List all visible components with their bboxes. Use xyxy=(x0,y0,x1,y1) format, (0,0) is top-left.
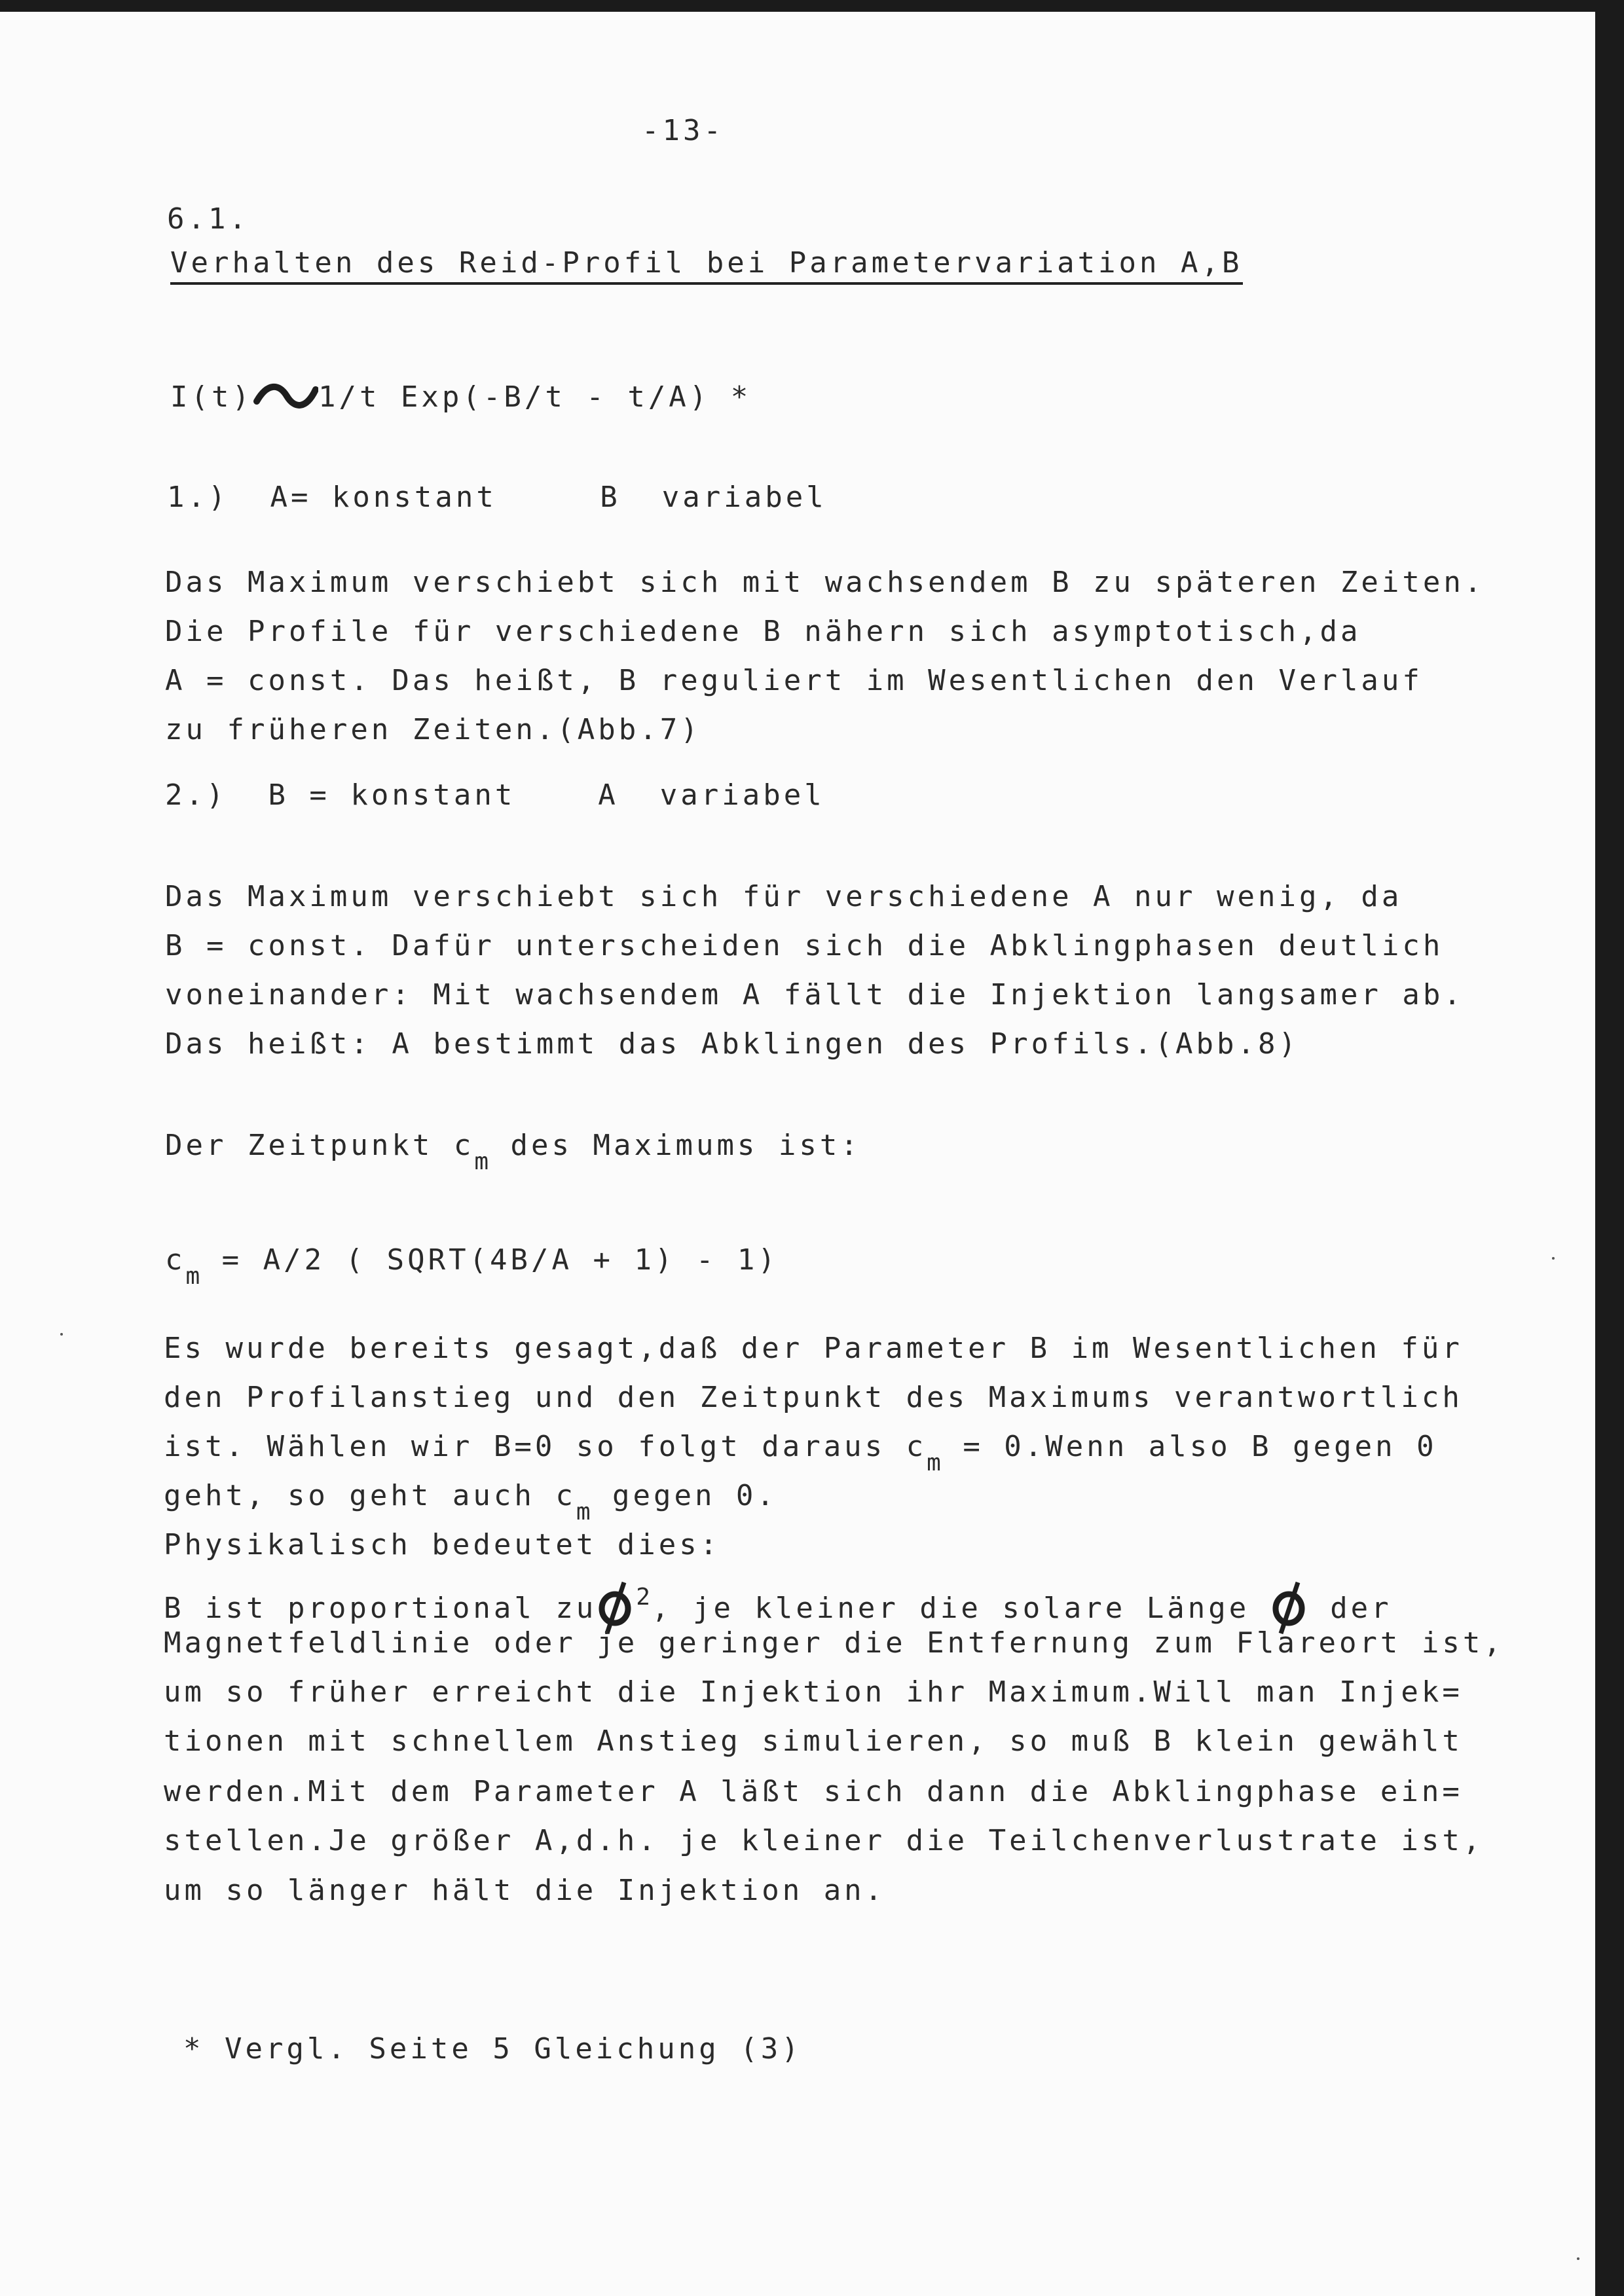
discussion-line-8: um so früher erreicht die Injektion ihr Maximum.Will man Injek= xyxy=(164,1675,1463,1709)
case2-line-4: Das heißt: A bestimmt das Abklingen des Profils.(Abb.8) xyxy=(165,1027,1299,1061)
discussion-line-3 xyxy=(164,1430,1437,1476)
discussion-line-12: um so länger hält die Injektion an. xyxy=(164,1874,886,1907)
section-number: 6.1. xyxy=(167,202,249,236)
section-title-text: Verhalten des Reid-Profil bei Parametervariation A,B xyxy=(170,246,1243,285)
case2-line-3: voneinander: Mit wachsendem A fällt die Injektion langsamer ab. xyxy=(165,978,1464,1011)
discussion-line-4 xyxy=(164,1479,777,1525)
discussion-line-3-post: = 0.Wenn also B gegen 0 xyxy=(942,1430,1437,1463)
discussion-line-6-post: der xyxy=(1309,1592,1392,1625)
maximum-intro-sub: m xyxy=(474,1148,490,1175)
page-number: -13- xyxy=(642,114,724,147)
case1-heading: 1.) A= konstant B variabel xyxy=(167,481,827,514)
case2-line-1: Das Maximum verschiebt sich für verschiedene A nur wenig, da xyxy=(165,880,1403,913)
scan-speck xyxy=(1552,1257,1555,1260)
discussion-line-6-sup: 2 xyxy=(636,1584,652,1611)
discussion-line-5: Physikalisch bedeutet dies: xyxy=(164,1528,721,1561)
discussion-line-6-mid: , je kleiner die solare Länge xyxy=(651,1592,1270,1625)
scan-border-right xyxy=(1595,0,1624,2296)
maximum-intro-pre: Der Zeitpunkt c xyxy=(165,1129,475,1162)
maximum-intro-post: des Maximums ist: xyxy=(490,1129,861,1162)
discussion-line-4-sub: m xyxy=(576,1499,592,1525)
discussion-line-3-pre: ist. Wählen wir B=0 so folgt daraus c xyxy=(164,1430,927,1463)
case1-line-4: zu früheren Zeiten.(Abb.7) xyxy=(165,713,701,746)
equation-sub: m xyxy=(185,1263,202,1290)
scan-speck xyxy=(1577,2257,1579,2260)
footnote: * Vergl. Seite 5 Gleichung (3) xyxy=(183,2032,802,2066)
formula-lhs: I(t) xyxy=(170,380,253,414)
discussion-line-11: stellen.Je größer A,d.h. je kleiner die Teilchenverlustrate ist, xyxy=(164,1824,1484,1857)
case2-line-2: B = const. Dafür unterscheiden sich die Abklingphasen deutlich xyxy=(165,929,1444,962)
discussion-line-4-pre: geht, so geht auch c xyxy=(164,1479,576,1512)
discussion-line-6-pre: B ist proportional zu xyxy=(164,1592,597,1625)
discussion-line-4-post: gegen 0. xyxy=(591,1479,777,1512)
equation-rhs: = A/2 ( SQRT(4B/A + 1) - 1) xyxy=(201,1243,779,1277)
maximum-equation xyxy=(165,1243,779,1290)
discussion-line-2: den Profilanstieg und den Zeitpunkt des Maximums verantwortlich xyxy=(164,1381,1463,1414)
discussion-line-9: tionen mit schnellem Anstieg simulieren, so muß B klein gewählt xyxy=(164,1724,1463,1758)
case1-line-2: Die Profile für verschiedene B nähern sich asymptotisch,da xyxy=(165,615,1361,648)
case1-line-3: A = const. Das heißt, B reguliert im Wesentlichen den Verlauf xyxy=(165,664,1423,697)
discussion-line-1: Es wurde bereits gesagt,daß der Parameter B im Wesentlichen für xyxy=(164,1332,1463,1365)
case1-line-1: Das Maximum verschiebt sich mit wachsendem B zu späteren Zeiten. xyxy=(165,566,1485,599)
formula-rhs: 1/t Exp(-B/t - t/A) * xyxy=(318,380,752,414)
section-title xyxy=(170,246,1243,280)
discussion-line-3-sub: m xyxy=(927,1449,942,1476)
discussion-line-10: werden.Mit dem Parameter A läßt sich dann die Abklingphase ein= xyxy=(164,1775,1463,1808)
equation-lhs: c xyxy=(165,1243,186,1277)
discussion-line-7: Magnetfeldlinie oder je geringer die Entfernung zum Flareort ist, xyxy=(164,1626,1504,1660)
scan-border-top xyxy=(0,0,1624,12)
reid-formula xyxy=(170,382,751,416)
maximum-intro xyxy=(165,1129,861,1175)
scan-speck xyxy=(60,1333,63,1336)
proportional-tilde-icon xyxy=(253,382,318,416)
case2-heading: 2.) B = konstant A variabel xyxy=(165,778,825,812)
document-page xyxy=(0,12,1595,2296)
